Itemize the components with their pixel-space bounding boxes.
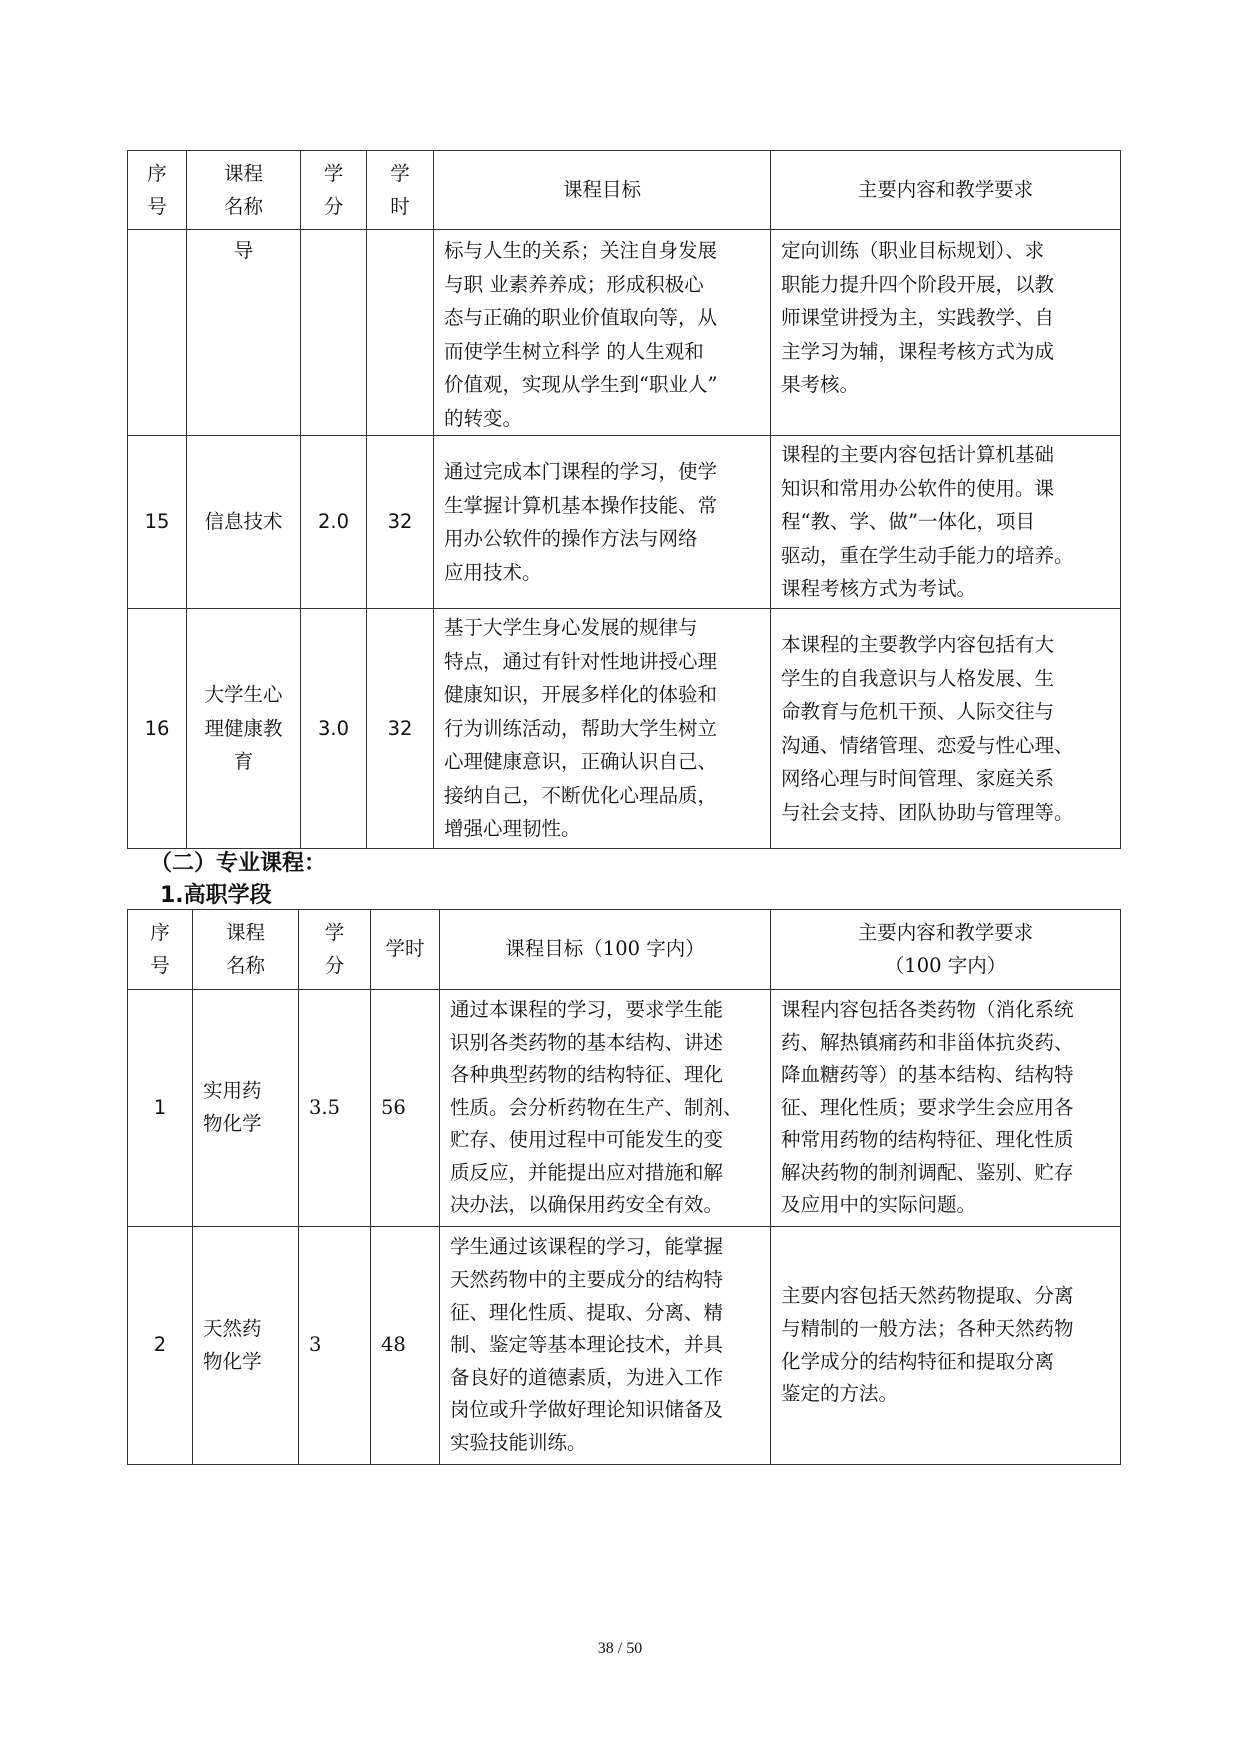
cell-name: 天然药 物化学: [193, 1227, 299, 1465]
table-row: [128, 990, 1121, 1227]
header-hours: 学 时: [367, 151, 434, 230]
cell-hours: 32: [367, 436, 434, 609]
header-hours: 学时: [371, 910, 440, 990]
cell-hours: 32: [367, 609, 434, 849]
cell-name: 实用药 物化学: [193, 990, 299, 1227]
cell-hours: 56: [371, 990, 440, 1227]
cell-credit: 3: [299, 1227, 371, 1465]
cell-no: 15: [128, 436, 187, 609]
sub-heading: 1.高职学段: [160, 883, 272, 908]
section-heading: （二）专业课程：: [150, 851, 327, 876]
cell-content: 课程内容包括各类药物（消化系统 药、解热镇痛药和非甾体抗炎药、 降血糖药等）的基本结构、结构特 征、理化性质；要求学生会应用各 种常用药物的结构特征、理化性质 解决药物的制剂调配、鉴别、贮存 及应用中的实际问题。: [771, 990, 1121, 1227]
header-goal: 课程目标（100 字内）: [440, 910, 771, 990]
cell-content: 本课程的主要教学内容包括有大 学生的自我意识与人格发展、生 命教育与危机干预、人际交往与 沟通、情绪管理、恋爱与性心理、 网络心理与时间管理、家庭关系 与社会支持、团队协助与管理等。: [771, 609, 1121, 849]
table-row: [128, 230, 1121, 436]
cell-content: 课程的主要内容包括计算机基础 知识和常用办公软件的使用。课 程“教、学、做”一体化，项目 驱动，重在学生动手能力的培养。 课程考核方式为考试。: [771, 436, 1121, 609]
cell-hours: 48: [371, 1227, 440, 1465]
cell-credit: 3.0: [301, 609, 367, 849]
professional-courses-table: [127, 909, 1121, 1465]
page-number: 38 / 50: [597, 1640, 643, 1657]
table-row: [128, 609, 1121, 849]
header-name: 课程 名称: [187, 151, 301, 230]
cell-content: 定向训练（职业目标规划）、求 职能力提升四个阶段开展，以教 师课堂讲授为主，实践教学、自 主学习为辅，课程考核方式为成 果考核。: [771, 230, 1121, 436]
header-no: 序 号: [128, 910, 193, 990]
table-row: [128, 436, 1121, 609]
cell-no: 16: [128, 609, 187, 849]
header-content: 主要内容和教学要求 （100 字内）: [771, 910, 1121, 990]
cell-content: 主要内容包括天然药物提取、分离 与精制的一般方法；各种天然药物 化学成分的结构特征和提取分离 鉴定的方法。: [771, 1227, 1121, 1465]
cell-name: 信息技术: [187, 436, 301, 609]
header-content: 主要内容和教学要求: [771, 151, 1121, 230]
cell-goal: 通过本课程的学习，要求学生能 识别各类药物的基本结构、讲述 各种典型药物的结构特征、理化 性质。会分析药物在生产、制剂、 贮存、使用过程中可能发生的变 质反应，并能提出应对措施和解 决办法，以确保用药安全有效。: [440, 990, 771, 1227]
cell-name: 大学生心 理健康教 育: [187, 609, 301, 849]
cell-no: [128, 230, 187, 436]
cell-no: 2: [128, 1227, 193, 1465]
table-header-row: [128, 910, 1121, 990]
general-courses-table: [127, 150, 1121, 849]
header-goal: 课程目标: [434, 151, 771, 230]
cell-goal: 基于大学生身心发展的规律与 特点，通过有针对性地讲授心理 健康知识，开展多样化的体验和 行为训练活动，帮助大学生树立 心理健康意识，正确认识自己、 接纳自己，不断优化心理品质， 增强心理韧性。: [434, 609, 771, 849]
cell-goal: 标与人生的关系；关注自身发展 与职 业素养养成；形成积极心 态与正确的职业价值取向等，从 而使学生树立科学 的人生观和 价值观，实现从学生到“职业人” 的转变。: [434, 230, 771, 436]
header-credit: 学 分: [301, 151, 367, 230]
header-name: 课程 名称: [193, 910, 299, 990]
table-row: [128, 1227, 1121, 1465]
cell-credit: [301, 230, 367, 436]
cell-no: 1: [128, 990, 193, 1227]
cell-credit: 3.5: [299, 990, 371, 1227]
cell-credit: 2.0: [301, 436, 367, 609]
cell-goal: 通过完成本门课程的学习，使学 生掌握计算机基本操作技能、常 用办公软件的操作方法与网络 应用技术。: [434, 436, 771, 609]
cell-name: 导: [187, 230, 301, 436]
table-header-row: [128, 151, 1121, 230]
cell-hours: [367, 230, 434, 436]
header-credit: 学 分: [299, 910, 371, 990]
cell-goal: 学生通过该课程的学习，能掌握 天然药物中的主要成分的结构特 征、理化性质、提取、分离、精 制、鉴定等基本理论技术，并具 备良好的道德素质，为进入工作 岗位或升学做好理论知识储备及 实验技能训练。: [440, 1227, 771, 1465]
header-no: 序 号: [128, 151, 187, 230]
